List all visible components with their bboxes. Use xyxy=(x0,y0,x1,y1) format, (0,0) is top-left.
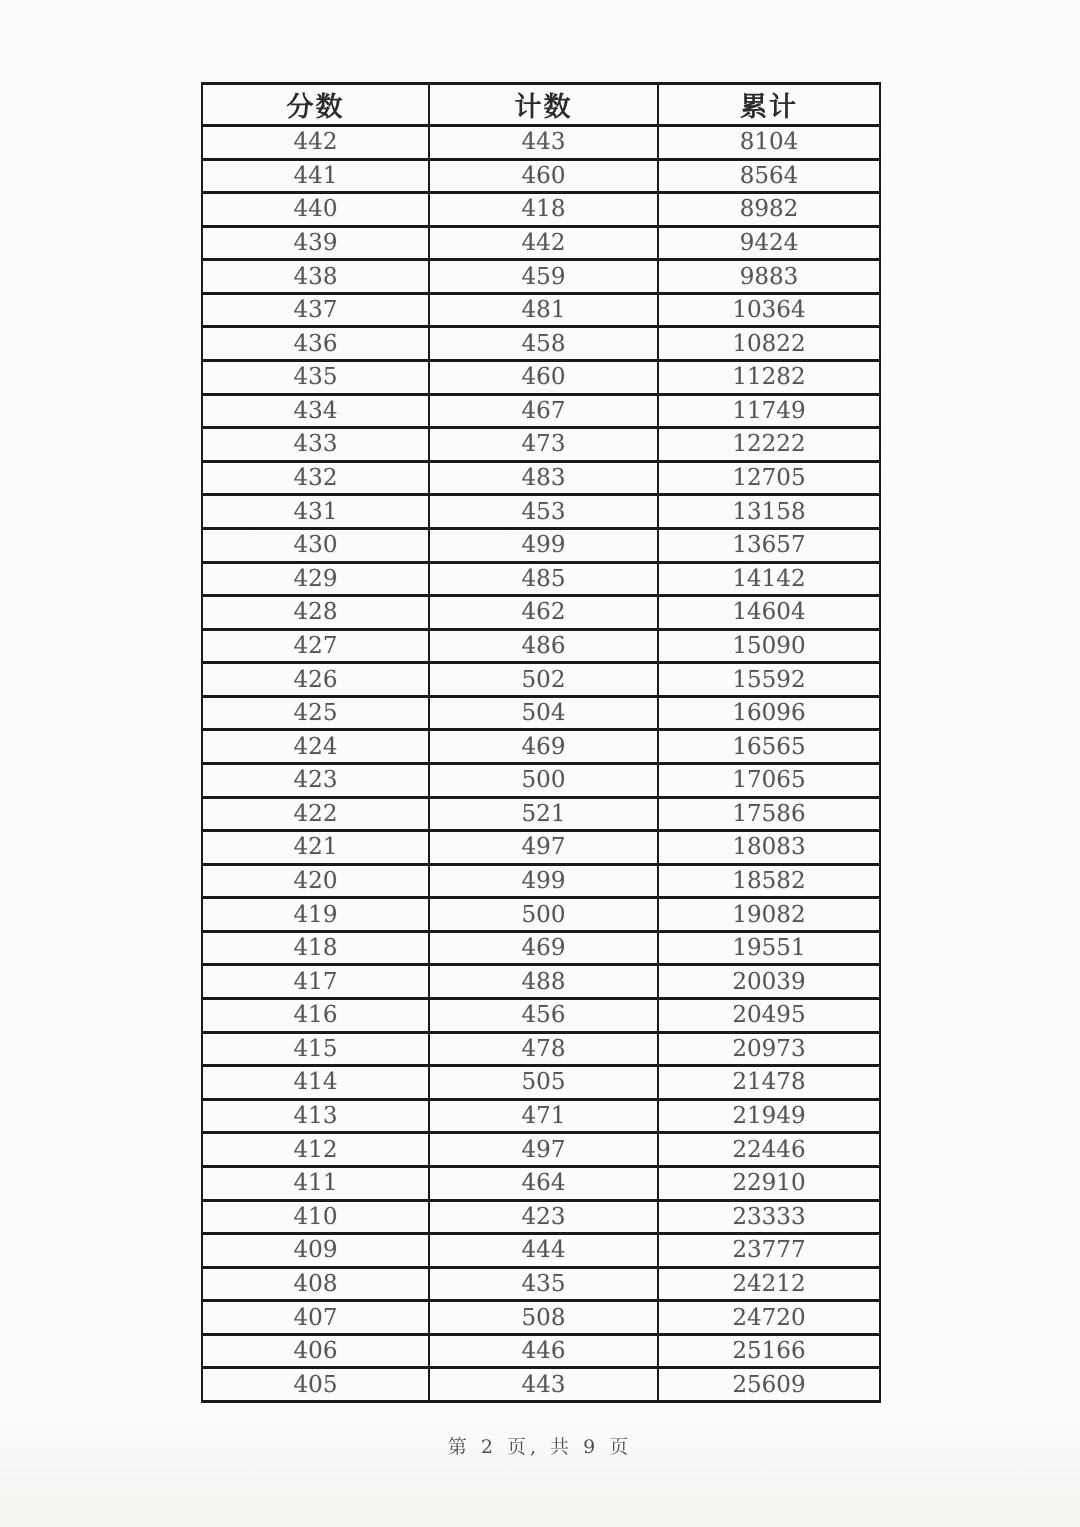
score-cell: 405 xyxy=(202,1368,429,1402)
table-row xyxy=(202,831,880,865)
score-cell: 431 xyxy=(202,495,429,529)
count-cell: 464 xyxy=(429,1166,658,1200)
table-row xyxy=(202,1099,880,1133)
count-cell: 485 xyxy=(429,562,658,596)
cumulative-cell: 13657 xyxy=(658,528,880,562)
count-cell: 473 xyxy=(429,428,658,462)
cumulative-cell: 21478 xyxy=(658,1066,880,1100)
cumulative-cell: 17065 xyxy=(658,763,880,797)
count-cell: 460 xyxy=(429,159,658,193)
count-cell: 423 xyxy=(429,1200,658,1234)
column-header-count: 计数 xyxy=(429,84,658,126)
table-row xyxy=(202,1066,880,1100)
cumulative-cell: 19082 xyxy=(658,898,880,932)
score-cell: 433 xyxy=(202,428,429,462)
count-cell: 481 xyxy=(429,293,658,327)
table-row xyxy=(202,562,880,596)
count-cell: 483 xyxy=(429,461,658,495)
table-row xyxy=(202,1301,880,1335)
count-cell: 497 xyxy=(429,831,658,865)
count-cell: 505 xyxy=(429,1066,658,1100)
cumulative-cell: 24720 xyxy=(658,1301,880,1335)
count-cell: 499 xyxy=(429,864,658,898)
table-row xyxy=(202,159,880,193)
cumulative-cell: 25166 xyxy=(658,1334,880,1368)
score-cell: 423 xyxy=(202,763,429,797)
score-cell: 435 xyxy=(202,361,429,395)
count-cell: 508 xyxy=(429,1301,658,1335)
table-row xyxy=(202,226,880,260)
score-cell: 425 xyxy=(202,696,429,730)
cumulative-cell: 15592 xyxy=(658,663,880,697)
table-row xyxy=(202,763,880,797)
table-row xyxy=(202,696,880,730)
table-row xyxy=(202,1234,880,1268)
cumulative-cell: 20039 xyxy=(658,965,880,999)
score-cell: 432 xyxy=(202,461,429,495)
score-cell: 434 xyxy=(202,394,429,428)
cumulative-cell: 16096 xyxy=(658,696,880,730)
table-row xyxy=(202,260,880,294)
score-cell: 411 xyxy=(202,1166,429,1200)
score-cell: 438 xyxy=(202,260,429,294)
score-cell: 412 xyxy=(202,1133,429,1167)
score-cell: 428 xyxy=(202,596,429,630)
count-cell: 488 xyxy=(429,965,658,999)
score-cell: 441 xyxy=(202,159,429,193)
table-row xyxy=(202,528,880,562)
count-cell: 497 xyxy=(429,1133,658,1167)
page-number-footer: 第 2 页, 共 9 页 xyxy=(447,1436,633,1458)
cumulative-cell: 8104 xyxy=(658,126,880,160)
score-cell: 416 xyxy=(202,999,429,1033)
count-cell: 458 xyxy=(429,327,658,361)
cumulative-cell: 20973 xyxy=(658,1032,880,1066)
table-row xyxy=(202,663,880,697)
count-cell: 469 xyxy=(429,730,658,764)
score-cell: 430 xyxy=(202,528,429,562)
table-row xyxy=(202,999,880,1033)
score-cell: 422 xyxy=(202,797,429,831)
count-cell: 444 xyxy=(429,1234,658,1268)
count-cell: 462 xyxy=(429,596,658,630)
cumulative-cell: 8564 xyxy=(658,159,880,193)
table-row xyxy=(202,1032,880,1066)
cumulative-cell: 12222 xyxy=(658,428,880,462)
table-row xyxy=(202,293,880,327)
count-cell: 453 xyxy=(429,495,658,529)
cumulative-cell: 24212 xyxy=(658,1267,880,1301)
cumulative-cell: 11749 xyxy=(658,394,880,428)
count-cell: 521 xyxy=(429,797,658,831)
count-cell: 456 xyxy=(429,999,658,1033)
table-row xyxy=(202,931,880,965)
count-cell: 471 xyxy=(429,1099,658,1133)
table-row xyxy=(202,1166,880,1200)
table-row xyxy=(202,1133,880,1167)
table-row xyxy=(202,461,880,495)
score-cell: 415 xyxy=(202,1032,429,1066)
table-row xyxy=(202,428,880,462)
cumulative-cell: 16565 xyxy=(658,730,880,764)
cumulative-cell: 20495 xyxy=(658,999,880,1033)
score-cell: 439 xyxy=(202,226,429,260)
score-cell: 426 xyxy=(202,663,429,697)
score-cell: 424 xyxy=(202,730,429,764)
count-cell: 478 xyxy=(429,1032,658,1066)
count-cell: 500 xyxy=(429,763,658,797)
cumulative-cell: 10364 xyxy=(658,293,880,327)
score-cell: 413 xyxy=(202,1099,429,1133)
count-cell: 500 xyxy=(429,898,658,932)
table-row xyxy=(202,126,880,160)
score-cell: 409 xyxy=(202,1234,429,1268)
count-cell: 502 xyxy=(429,663,658,697)
cumulative-cell: 23777 xyxy=(658,1234,880,1268)
score-cell: 418 xyxy=(202,931,429,965)
score-cell: 417 xyxy=(202,965,429,999)
cumulative-cell: 17586 xyxy=(658,797,880,831)
table-row xyxy=(202,394,880,428)
cumulative-cell: 14142 xyxy=(658,562,880,596)
score-cell: 421 xyxy=(202,831,429,865)
count-cell: 460 xyxy=(429,361,658,395)
score-cell: 408 xyxy=(202,1267,429,1301)
cumulative-cell: 9883 xyxy=(658,260,880,294)
cumulative-cell: 22910 xyxy=(658,1166,880,1200)
score-cell: 436 xyxy=(202,327,429,361)
table-row xyxy=(202,898,880,932)
count-cell: 418 xyxy=(429,193,658,227)
count-cell: 442 xyxy=(429,226,658,260)
cumulative-cell: 10822 xyxy=(658,327,880,361)
score-cell: 420 xyxy=(202,864,429,898)
table-row xyxy=(202,1368,880,1402)
count-cell: 459 xyxy=(429,260,658,294)
score-cell: 414 xyxy=(202,1066,429,1100)
table-row xyxy=(202,965,880,999)
table-row xyxy=(202,1200,880,1234)
table-row xyxy=(202,361,880,395)
header-row xyxy=(202,84,880,126)
count-cell: 469 xyxy=(429,931,658,965)
count-cell: 499 xyxy=(429,528,658,562)
cumulative-cell: 9424 xyxy=(658,226,880,260)
score-cell: 427 xyxy=(202,629,429,663)
score-cell: 419 xyxy=(202,898,429,932)
score-cell: 437 xyxy=(202,293,429,327)
table-row xyxy=(202,495,880,529)
cumulative-cell: 14604 xyxy=(658,596,880,630)
table-row xyxy=(202,864,880,898)
count-cell: 446 xyxy=(429,1334,658,1368)
cumulative-cell: 22446 xyxy=(658,1133,880,1167)
cumulative-cell: 19551 xyxy=(658,931,880,965)
cumulative-cell: 21949 xyxy=(658,1099,880,1133)
table-row xyxy=(202,596,880,630)
table-row xyxy=(202,193,880,227)
count-cell: 435 xyxy=(429,1267,658,1301)
table-row xyxy=(202,629,880,663)
table-row xyxy=(202,327,880,361)
cumulative-cell: 18582 xyxy=(658,864,880,898)
score-cell: 440 xyxy=(202,193,429,227)
table-row xyxy=(202,1267,880,1301)
cumulative-cell: 12705 xyxy=(658,461,880,495)
cumulative-cell: 8982 xyxy=(658,193,880,227)
score-cell: 442 xyxy=(202,126,429,160)
count-cell: 443 xyxy=(429,126,658,160)
cumulative-cell: 25609 xyxy=(658,1368,880,1402)
cumulative-cell: 23333 xyxy=(658,1200,880,1234)
cumulative-cell: 18083 xyxy=(658,831,880,865)
table-row xyxy=(202,1334,880,1368)
score-distribution-table xyxy=(201,82,881,1403)
cumulative-cell: 11282 xyxy=(658,361,880,395)
count-cell: 504 xyxy=(429,696,658,730)
score-cell: 407 xyxy=(202,1301,429,1335)
count-cell: 467 xyxy=(429,394,658,428)
cumulative-cell: 13158 xyxy=(658,495,880,529)
count-cell: 486 xyxy=(429,629,658,663)
score-cell: 406 xyxy=(202,1334,429,1368)
score-cell: 410 xyxy=(202,1200,429,1234)
table-row xyxy=(202,797,880,831)
column-header-score: 分数 xyxy=(202,84,429,126)
count-cell: 443 xyxy=(429,1368,658,1402)
column-header-cumulative: 累计 xyxy=(658,84,880,126)
cumulative-cell: 15090 xyxy=(658,629,880,663)
score-cell: 429 xyxy=(202,562,429,596)
table-row xyxy=(202,730,880,764)
score-table-body xyxy=(202,126,880,1402)
